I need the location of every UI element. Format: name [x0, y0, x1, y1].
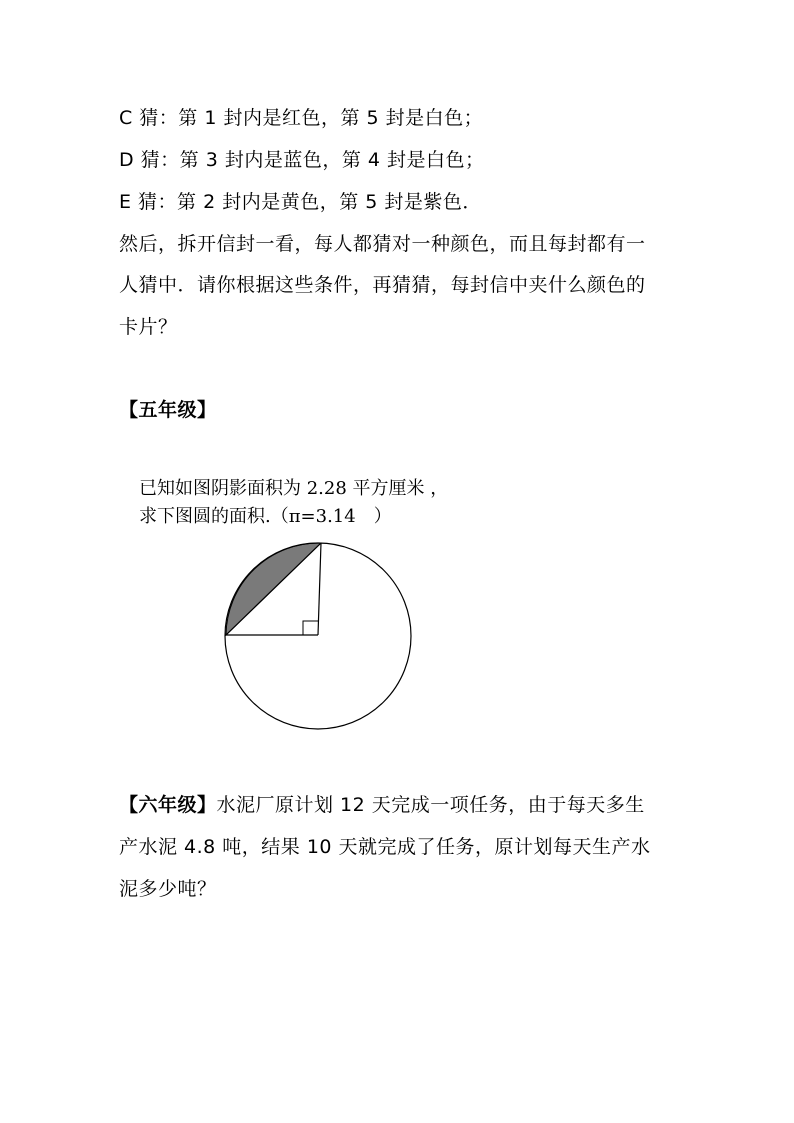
conclusion-line-2: 人猜中．请你根据这些条件，再猜猜，每封信中夹什么颜色的: [119, 274, 646, 296]
grade5-problem-line-2: 求下图圆的面积.（π=3.14 ）: [139, 506, 392, 527]
e-guess-text: E 猜：第 2 封内是黄色，第 5 封是紫色．: [119, 191, 482, 213]
grade5-problem-line-1: 已知如图阴影面积为 2.28 平方厘米 ，: [139, 478, 449, 499]
grade5-heading: 【五年级】: [119, 399, 217, 421]
conclusion-line-3: 卡片？: [119, 316, 178, 338]
conclusion-line-1: 然后，拆开信封一看，每人都猜对一种颜色，而且每封都有一: [119, 233, 646, 255]
d-guess-text: D 猜：第 3 封内是蓝色，第 4 封是白色；: [119, 149, 485, 171]
grade6-line-2: 产水泥 4.8 吨，结果 10 天就完成了任务，原计划每天生产水: [119, 836, 651, 858]
shaded-segment: [226, 543, 321, 635]
grade6-heading: 【六年级】: [119, 794, 217, 816]
chord: [226, 543, 321, 635]
grade6-line-1: [119, 793, 645, 817]
right-angle-marker: [303, 621, 318, 635]
vertical-radius: [318, 543, 321, 635]
grade6-line-3: 泥多少吨？: [119, 878, 217, 900]
grade6-problem-first: 水泥厂原计划 12 天完成一项任务，由于每天多生: [216, 794, 645, 816]
c-guess-text: C 猜：第 1 封内是红色，第 5 封是白色；: [119, 107, 484, 129]
circle-outline: [225, 543, 411, 729]
